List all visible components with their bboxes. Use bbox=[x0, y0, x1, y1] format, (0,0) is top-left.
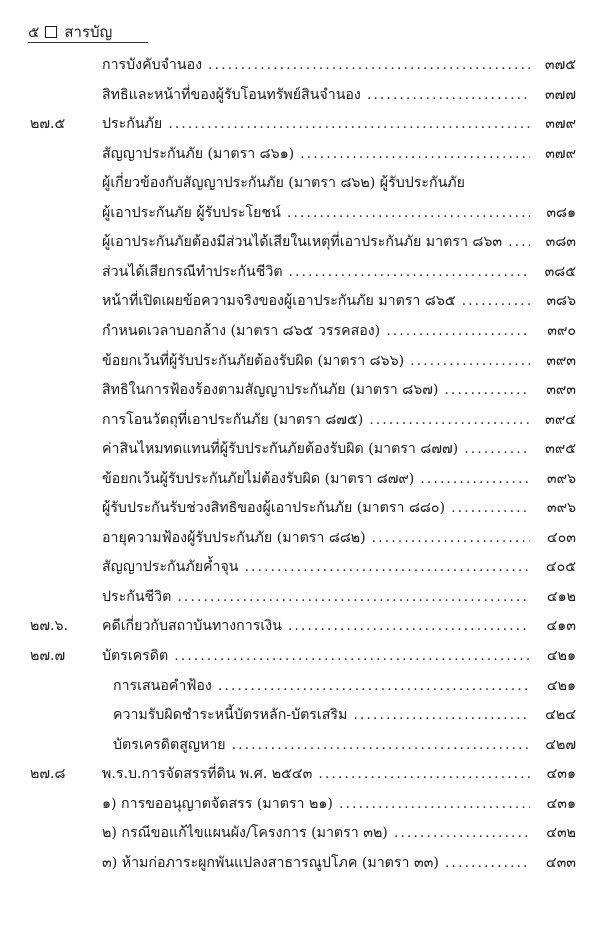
dot-leader bbox=[420, 471, 530, 487]
page-header bbox=[28, 20, 112, 44]
toc-entry-title: คดีเกี่ยวกับสถาบันทางการเงิน bbox=[102, 618, 282, 635]
toc-page-number: ๔๒๔ bbox=[545, 707, 576, 724]
toc-entry-title: ประกันชีวิต bbox=[102, 588, 172, 605]
toc-entry-line bbox=[102, 143, 530, 165]
toc-entry-line bbox=[113, 734, 530, 756]
toc-entry[interactable] bbox=[0, 290, 600, 320]
toc-section-number: ๒๗.๘ bbox=[30, 766, 66, 783]
toc-entry-title: ข้อยกเว้นผู้รับประกันภัยไม่ต้องรับผิด (มาตรา ๘๗๙) bbox=[102, 470, 415, 487]
toc-page-number: ๓๙๐ bbox=[547, 322, 576, 339]
toc-entry-line bbox=[102, 556, 530, 578]
toc-page-number: ๔๓๒ bbox=[546, 825, 576, 842]
dot-leader bbox=[289, 264, 530, 280]
toc-page-number: ๔๓๓ bbox=[545, 854, 576, 871]
toc-entry-line bbox=[102, 497, 530, 519]
toc-entry[interactable] bbox=[0, 704, 600, 734]
dot-leader bbox=[168, 116, 530, 132]
dot-leader bbox=[410, 353, 530, 369]
toc-entry-title: สิทธิในการฟ้องร้องตามสัญญาประกันภัย (มาตรา ๘๖๗) bbox=[102, 382, 439, 399]
dot-leader bbox=[353, 707, 530, 723]
dot-leader bbox=[462, 293, 530, 309]
toc-entry-line bbox=[102, 261, 530, 283]
toc-page-number: ๔๒๑ bbox=[546, 677, 576, 694]
toc-entry-line bbox=[102, 822, 530, 844]
dot-leader bbox=[177, 589, 530, 605]
toc-page-number: ๔๐๕ bbox=[545, 559, 576, 576]
toc-page-number: ๓๙๖ bbox=[546, 470, 576, 487]
toc-entry-line bbox=[102, 527, 530, 549]
dot-leader bbox=[367, 87, 530, 103]
toc-entry[interactable] bbox=[0, 763, 600, 793]
dot-leader bbox=[232, 737, 530, 753]
square-bullet-icon bbox=[45, 26, 57, 38]
toc-page-number: ๔๑๓ bbox=[546, 618, 576, 635]
toc-entry-title: ผู้เอาประกันภัยต้องมีส่วนได้เสียในเหตุที่เอาประกันภัย มาตรา ๘๖๓ bbox=[102, 234, 503, 251]
toc-page-number: ๓๙๓ bbox=[546, 352, 576, 369]
dot-leader bbox=[218, 678, 530, 694]
toc-entry[interactable] bbox=[0, 143, 600, 173]
toc-entry[interactable] bbox=[0, 527, 600, 557]
toc-page-number: ๓๗๙ bbox=[545, 116, 576, 133]
dot-leader bbox=[287, 205, 530, 221]
page-number: ๕ bbox=[28, 23, 40, 41]
toc-section-number: ๒๗.๕ bbox=[30, 116, 66, 133]
toc-page-number: ๔๐๓ bbox=[546, 529, 576, 546]
toc-entry[interactable] bbox=[0, 231, 600, 261]
dot-leader bbox=[372, 530, 530, 546]
toc-page-number: ๔๒๑ bbox=[546, 648, 576, 664]
toc-entry-line bbox=[102, 231, 530, 253]
toc-entry-title: ๑) การขออนุญาตจัดสรร (มาตรา ๒๑) bbox=[102, 795, 333, 812]
toc-page-number: ๓๘๓ bbox=[545, 234, 576, 251]
dot-leader bbox=[369, 412, 530, 428]
toc-entry-line bbox=[102, 113, 530, 135]
toc-entry-title: สิทธิและหน้าที่ของผู้รับโอนทรัพย์สินจำนอง bbox=[102, 86, 361, 103]
toc-entry-line bbox=[102, 379, 530, 401]
toc-entry-line bbox=[102, 202, 530, 224]
dot-leader bbox=[339, 796, 530, 812]
toc-entry-title: พ.ร.บ.การจัดสรรที่ดิน พ.ศ. ๒๕๔๓ bbox=[102, 766, 313, 783]
toc-entry[interactable] bbox=[0, 675, 600, 705]
toc-page-number: ๓๘๕ bbox=[544, 263, 576, 280]
toc-entry-line bbox=[113, 675, 530, 697]
toc-section-number: ๒๗.๗ bbox=[30, 648, 66, 664]
toc-entry-title: ผู้เกี่ยวข้องกับสัญญาประกันภัย (มาตรา ๘๖๒) ผู้รับประกันภัย bbox=[102, 175, 465, 192]
toc-entry-line bbox=[102, 852, 530, 874]
toc-entry[interactable] bbox=[0, 793, 600, 823]
toc-entry[interactable] bbox=[0, 113, 600, 143]
toc-entry[interactable] bbox=[0, 261, 600, 291]
page-title: สารบัญ bbox=[64, 23, 113, 41]
toc-entry-line bbox=[102, 586, 530, 608]
toc-entry[interactable] bbox=[0, 379, 600, 409]
toc-entry-title: หน้าที่เปิดเผยข้อความจริงของผู้เอาประกันภัย มาตรา ๘๖๕ bbox=[102, 293, 456, 310]
toc-page-number: ๓๗๕ bbox=[544, 57, 576, 73]
toc-entry[interactable] bbox=[0, 497, 600, 527]
toc-entry[interactable] bbox=[0, 202, 600, 232]
toc-page-number: ๓๘๖ bbox=[546, 293, 576, 310]
toc-entry[interactable] bbox=[0, 556, 600, 586]
toc-entry-line bbox=[102, 320, 530, 342]
toc-entry[interactable] bbox=[0, 350, 600, 380]
toc-entry[interactable] bbox=[0, 409, 600, 439]
toc-entry-line bbox=[102, 793, 530, 815]
toc-entry-line bbox=[102, 615, 530, 637]
toc-page-number: ๔๑๒ bbox=[546, 588, 576, 605]
toc-page-number: ๓๙๕ bbox=[545, 441, 576, 458]
toc-entry-title: ผู้เอาประกันภัย ผู้รับประโยชน์ bbox=[102, 204, 281, 221]
toc-entry[interactable] bbox=[0, 615, 600, 645]
toc-entry[interactable] bbox=[0, 852, 600, 882]
dot-leader bbox=[208, 57, 530, 73]
dot-leader bbox=[451, 500, 530, 516]
toc-entry[interactable] bbox=[0, 645, 600, 675]
toc-page-number: ๔๒๗ bbox=[545, 736, 576, 753]
toc-entry-line bbox=[102, 54, 530, 76]
toc-entry[interactable] bbox=[0, 54, 600, 84]
toc-page-number: ๓๙๔ bbox=[545, 411, 576, 428]
toc-entry[interactable] bbox=[0, 734, 600, 764]
toc-entry-title: สัญญาประกันภัย (มาตรา ๘๖๑) bbox=[102, 145, 295, 162]
toc-page-number: ๓๙๖ bbox=[546, 500, 576, 517]
dot-leader bbox=[394, 825, 530, 841]
dot-leader bbox=[444, 382, 530, 398]
toc-entry-line bbox=[102, 438, 530, 460]
toc-entry-line bbox=[102, 84, 530, 106]
toc-entry-title: ค่าสินไหมทดแทนที่ผู้รับประกันภัยต้องรับผิด (มาตรา ๘๗๗) bbox=[102, 441, 459, 458]
dot-leader bbox=[288, 618, 530, 634]
toc-entry[interactable] bbox=[0, 320, 600, 350]
toc-page-number: ๓๗๙ bbox=[545, 145, 576, 162]
toc-entry-title: อายุความฟ้องผู้รับประกันภัย (มาตรา ๘๘๒) bbox=[102, 529, 366, 546]
toc-entry-title: การโอนวัตถุที่เอาประกันภัย (มาตรา ๘๗๕) bbox=[102, 411, 364, 428]
dot-leader bbox=[386, 323, 530, 339]
toc-section-number: ๒๗.๖. bbox=[30, 618, 69, 635]
toc-entry[interactable] bbox=[0, 468, 600, 498]
dot-leader bbox=[300, 146, 530, 162]
header-rule bbox=[28, 42, 148, 43]
dot-leader bbox=[508, 234, 530, 250]
toc-entry-line bbox=[102, 468, 530, 490]
toc-entry-title: ประกันภัย bbox=[102, 116, 163, 133]
dot-leader bbox=[464, 441, 530, 457]
toc-entry-line bbox=[102, 350, 530, 372]
dot-leader bbox=[318, 766, 530, 782]
toc-entry[interactable] bbox=[0, 438, 600, 468]
dot-leader bbox=[244, 559, 530, 575]
toc-page-number: ๓๘๑ bbox=[546, 204, 576, 221]
toc-entry[interactable] bbox=[0, 172, 600, 202]
toc-entry-title: ข้อยกเว้นที่ผู้รับประกันภัยต้องรับผิด (มาตรา ๘๖๖) bbox=[102, 352, 405, 369]
toc-entry-line bbox=[102, 763, 530, 785]
toc-entry-title: บัตรเครดิตสูญหาย bbox=[113, 736, 226, 753]
toc-entry-title: ๒) กรณีขอแก้ไขแผนผัง/โครงการ (มาตรา ๓๒) bbox=[102, 825, 388, 842]
toc-page-number: ๔๓๑ bbox=[546, 766, 576, 783]
toc-entry-title: การบังคับจำนอง bbox=[102, 57, 203, 73]
toc-entry-title: ๓) ห้ามก่อภาระผูกพันแปลงสาธารณูปโภค (มาตรา ๓๓) bbox=[102, 854, 439, 871]
toc-entry-title: บัตรเครดิต bbox=[102, 648, 169, 664]
dot-leader bbox=[174, 648, 530, 664]
toc-entry-title: สัญญาประกันภัยค้ำจุน bbox=[102, 559, 239, 576]
toc-entry-line bbox=[113, 704, 530, 726]
toc-entry-line bbox=[102, 645, 530, 667]
toc-entry[interactable] bbox=[0, 84, 600, 114]
toc-entry-title: การเสนอคำฟ้อง bbox=[113, 677, 212, 694]
toc-entry[interactable] bbox=[0, 822, 600, 852]
dot-leader bbox=[445, 855, 530, 871]
toc-entry-title: ผู้รับประกันรับช่วงสิทธิของผู้เอาประกันภัย (มาตรา ๘๘๐) bbox=[102, 500, 446, 517]
toc-page-number: ๔๓๑ bbox=[546, 795, 576, 812]
toc-entry-title: ความรับผิดชำระหนี้บัตรหลัก-บัตรเสริม bbox=[113, 707, 348, 724]
toc-entry-line bbox=[102, 290, 530, 312]
toc-entry-title: กำหนดเวลาบอกล้าง (มาตรา ๘๖๕ วรรคสอง) bbox=[102, 322, 381, 339]
toc-page-number: ๓๗๗ bbox=[544, 86, 576, 103]
toc-entry-line bbox=[102, 409, 530, 431]
toc-entry-line bbox=[102, 172, 530, 194]
toc-entry[interactable] bbox=[0, 586, 600, 616]
toc-entry-title: ส่วนได้เสียกรณีทำประกันชีวิต bbox=[102, 263, 283, 280]
toc-page-number: ๓๙๓ bbox=[546, 382, 576, 399]
